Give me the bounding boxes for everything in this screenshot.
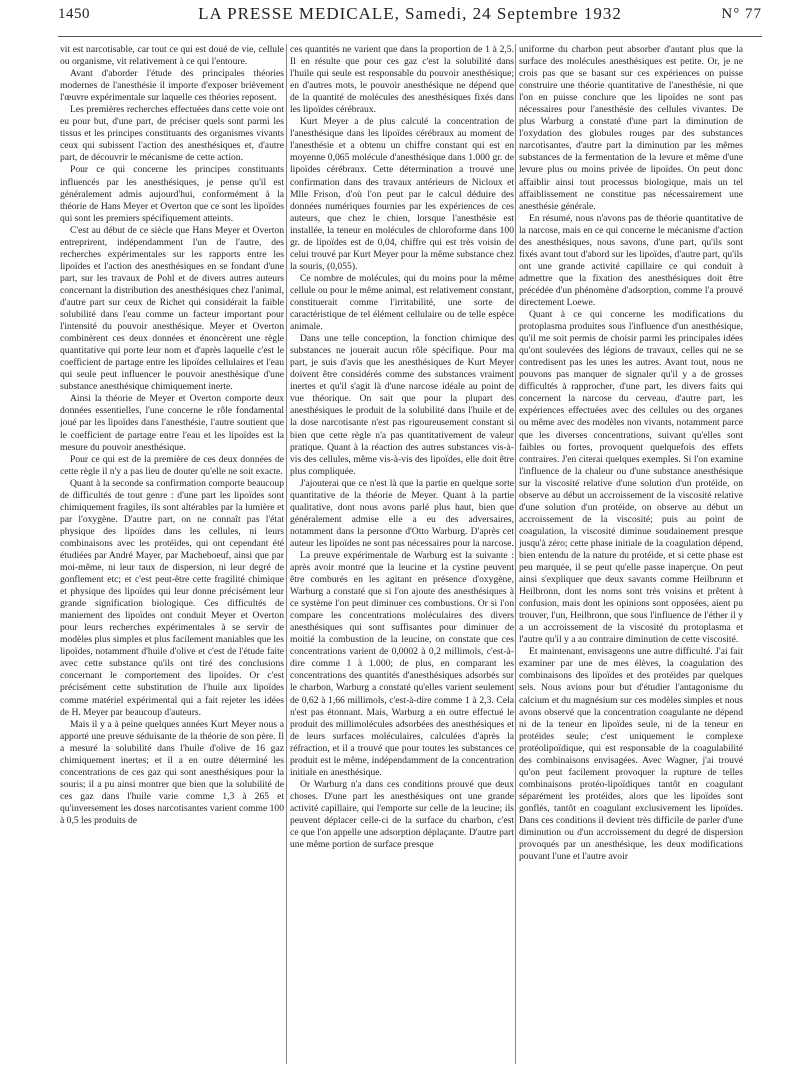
paragraph: Pour ce qui concerne les principes constituants influencés par les anesthésiques, je pense qu'il est généralement admis aujourd'hui, conformément à la théorie de Hans Meyer et Overton que ce sont les lipoïdes qui sont les premiers spécifiquement atteints. [60, 164, 284, 224]
paragraph: Les premières recherches effectuées dans cette voie ont eu pour but, d'une part, de préciser quels sont parmi les tissus et les principes constituants des organismes vivants ceux qui subissent l'action des anesthésiques et, d'autre part, de découvrir le mécanisme de cette action. [60, 104, 284, 164]
paragraph: Avant d'aborder l'étude des principales théories modernes de l'anesthésie il importe d'exposer brièvement l'œuvre expérimentale sur laquelle ces théories reposent. [60, 68, 284, 104]
page-header [58, 2, 762, 37]
paragraph: Quant à la seconde sa confirmation comporte beaucoup de difficultés de tout genre : d'une part les lipoïdes sont chimiquement fragiles, ils sont altérables par la lumière et par l'oxygène. D'autre part, on ne connaît pas l'état physique des lipoïdes dans les cellules, ni leurs combinaisons avec les protéides, qui ont cependant été étudiées par André Mayer, par Macheboeuf, ainsi que par moi-même, ni leur taux de dispersion, ni leur degré de gonflement etc; et c'est peut-être cette fragilité chimique et physique des lipoïdes qui leur donne précisément leur grande signification biologique. Ces difficultés de maniement des lipoïdes ont conduit Meyer et Overton pour leurs recherches expérimentales à se servir de modèles plus simples et plus facilement maniables que les lipoïdes, notamment d'huile d'olive et c'est de l'étude faite avec cette substance qu'ils ont tiré des conclusions concernant le comportement des lipoïdes. Or c'est précisément cette substitution de l'huile aux lipoïdes comme matériel expérimental qui a fait rejeter les idées de H. Meyer par beaucoup d'auteurs. [60, 477, 284, 718]
paragraph: C'est au début de ce siècle que Hans Meyer et Overton entreprirent, indépendamment l'un de l'autre, des recherches expérimentales sur les rapports entre les lipoïdes et l'action des anesthésiques en se fondant d'une part, sur les travaux de Pohl et de divers autres auteurs concernant la distribution des anesthésiques chez l'animal, d'autre part sur ceux de Richet qui considérait la faible solubilité dans l'eau comme un facteur important pour l'intensité du pouvoir anesthésique. Meyer et Overton combinèrent ces deux données et énoncèrent une règle quantitative qui porte leur nom et d'après laquelle c'est le coefficient de partage entre les lipoïdes cellulaires et l'eau qui seule peut influencer le pouvoir anesthésique d'une substance anesthésique chimiquement inerte. [60, 224, 284, 393]
column-rule-2 [515, 44, 516, 1064]
paragraph: Kurt Meyer a de plus calculé la concentration de l'anesthésique dans les lipoïdes cérébraux au moment de l'anesthésie et a obtenu un chiffre constant qui est en moyenne 0,065 molécule d'anesthésique dans 1.000 gr. de lipoïdes cérébraux. Cette détermination a trouvé une confirmation dans des travaux antérieurs de Nicloux et Mlle Frison, d'où l'on peut par le calcul déduire des données numériques fournies par les expériences de ces auteurs, que chez le chien, lorsque l'anesthésie est installée, la teneur en molécules de chloroforme dans 100 gr. de lipoïdes est de 0,04, chiffre qui est très voisin de celui trouvé par Kurt Meyer pour la même substance chez la souris, (0,055). [290, 116, 514, 272]
paragraph: Dans une telle conception, la fonction chimique des substances ne jouerait aucun rôle spécifique. Pour ma part, je suis d'avis que les anesthésiques de Kurt Meyer doivent être considérés comme des substances vraiment inertes et qu'il s'agit là d'une narcose idéale au point de vue théorique. On sait que pour la plupart des anesthésiques le produit de la solubilité dans l'huile et de la dose narcotisante n'est pas rigoureusement constant si bien que cette règle n'a pas quantitativement de valeur pratique. Quant à la réaction des autres substances vis-à-vis des cellules, même vis-à-vis des lipoïdes, elle doit être plus compliquée. [290, 333, 514, 477]
paragraph: La preuve expérimentale de Warburg est la suivante : après avoir montré que la leucine et la cystine peuvent être comburés en les agitant en présence d'oxygène, Warburg a constaté que si l'on ajoute des anesthésiques à ce système l'on peut diminuer ces combustions. Or si l'on compare les concentrations moléculaires des divers anesthésiques qui sont suffisantes pour diminuer de moitié la combustion de la leucine, on constate que ces concentrations varient de 0,0002 à 0,2 millimols, c'est-à-dire comme 1 à 1.000; de plus, en comparant les concentrations des quantités d'anesthésiques adsorbés sur le charbon, Warburg a constaté qu'elles varient seulement de 0,62 à 1,66 millimols, c'est-à-dire comme 1 à 2,3. Cela n'est pas étonnant. Mais, Warburg a en outre effectué le produit des millimolécules adsorbées des anesthésiques et de leurs surfaces moléculaires, calculées d'après la réfraction, et il a trouvé que pour toutes les substances ce produit est le même, indépendamment de la concentration initiale en anesthésique. [290, 549, 514, 778]
paragraph: Pour ce qui est de la première de ces deux données de cette règle il n'y a pas lieu de douter qu'elle ne soit exacte. [60, 453, 284, 477]
text-column-1 [60, 44, 284, 1074]
page-number: 1450 [58, 6, 90, 22]
journal-title: LA PRESSE MEDICALE, Samedi, 24 Septembre 1932 [198, 4, 622, 23]
paragraph: Ce nombre de molécules, qui du moins pour la même cellule ou pour le même animal, est relativement constant, constituerait comme l'irritabilité, une sorte de caractéristique de tel élément cellulaire ou de telle espèce animale. [290, 272, 514, 333]
paragraph: Quant à ce qui concerne les modifications du protoplasma produites sous l'influence d'un anesthésique, qu'il me soit permis de choisir parmi les principales idées qu'ont soulevées des légions de travaux, celles qui ne se contredisent pas les unes les autres. Avant tout, nous ne pouvons pas manquer de signaler qu'il y a de grosses difficultés à rapprocher, d'une part, les divers faits qui concernent la narcose du cerveau, d'autre part, les expériences effectuées avec des cellules ou des organes ou même avec des modèles non vivants, notamment parce que les diverses concentrations, suivant qu'elles sont faibles ou fortes, provoquent quelquefois des effets contraires. J'en citerai quelques exemples. Si l'on examine l'influence de la chaleur ou d'une substance anesthésique sur la viscosité relative d'une solution d'un protéide, on observe au début un accroissement de la viscosité relative d'une solution d'un protéide, on observe au début un accroissement de la viscosité; puis au point de coagulation, la viscosité diminue soudainement presque jusqu'à zéro; cette phase initiale de la coagulation dépend, bien entendu de la nature du protéide, et si cette phase est peu marquée, il se peut qu'elle passe inaperçue. On peut ainsi s'expliquer que deux savants comme Heilbrunn et Heilbronn, dont les noms sont très voisins et prêtent à confusion, mais dont les opinions sont opposées, aient pu trouver, l'un, Heilbronn, que sous l'influence de l'éther il y a un accroissement de la viscosité du protoplasma et l'autre qu'il y a au contraire diminution de cette viscosité. [519, 309, 743, 646]
paragraph: ces quantités ne varient que dans la proportion de 1 à 2,5. Il en résulte que pour ces gaz c'est la solubilité dans l'huile qui seule est responsable du pouvoir anesthésique; en d'autres mots, le pouvoir anesthésique ne dépend que de la quantité de molécules des anesthésiques fixés dans les lipoïdes cérébraux. [290, 44, 514, 116]
paragraph: vit est narcotisable, car tout ce qui est doué de vie, cellule ou organisme, vit relativement à ce qui l'entoure. [60, 44, 284, 68]
paragraph: Mais il y a à peine quelques années Kurt Meyer nous a apporté une preuve séduisante de la théorie de son père. Il a mesuré la solubilité dans l'huile d'olive de 16 gaz chimiquement inertes; et il a en outre déterminé les concentrations de ces gaz qui sont anesthésiques pour la souris; il a pu ainsi montrer que bien que la solubilité de ces gaz dans l'huile varie comme 1,3 à 265 et qu'inversement les doses narcotisantes varient comme 100 à 0,5 les produits de [60, 718, 284, 826]
paragraph: J'ajouterai que ce n'est là que la partie en quelque sorte quantitative de la théorie de Meyer. Quant à la partie qualitative, dont nous avons parlé plus haut, bien que généralement admise elle a eu des adversaires, notamment dans la personne d'Otto Warburg. D'après cet auteur les lipoïdes ne sont pas nécessaires pour la narcose. [290, 477, 514, 549]
issue-number: N° 77 [721, 6, 762, 22]
text-column-3 [519, 44, 743, 1074]
column-rule-1 [286, 44, 287, 1064]
paragraph: Et maintenant, envisageons une autre difficulté. J'ai fait examiner par une de mes élèves, la coagulation des combinaisons des lipoïdes et des protéides par quelques sels. Nous avions pour but d'étudier l'antagonisme du calcium et du magnésium sur ces modèles simples et nous avons observé que la concentration coagulante ne dépend ni de la teneur en lipoïdes seule, ni de la teneur en protéides seule; c'est uniquement le complexe protéolipoïdique, qui est responsable de la coagulabilité des combinaisons envisagées. Avec Wagner, j'ai trouvé qu'on peut facilement provoquer la rupture de telles combinaisons protéo-lipoïdiques tantôt en coagulant séparément les protéides, alors que les lipoïdes sont gonflés, tantôt en coagulant exclusivement les lipoïdes. Dans ces conditions il devient très difficile de parler d'une diminution ou d'un accroissement du degré de dispersion provoqués par un anesthésique, les deux modifications pouvant l'une et l'autre avoir [519, 646, 743, 863]
text-column-2 [290, 44, 514, 1074]
paragraph: uniforme du charbon peut absorber d'autant plus que la surface des molécules anesthésiques est petite. Or, je ne crois pas que se basant sur ces expériences on puisse construire une théorie quantitative de l'anesthésie, ni que l'on en puisse conclure que les lipoïdes ne sont pas nécessaires pour l'anesthésie des cellules vivantes. De plus Warburg a constaté d'une part la diminution de l'oxydation des globules rouges par des substances narcotisantes, d'autre part la diminution par les mêmes substances de la fermentation de la levure et même d'une levure plus ou moins privée de lipoïdes. On peut donc affaiblir ainsi tout processus biologique, mais un tel affaiblissement ne constitue pas nécessairement une anesthésie générale. [519, 44, 743, 212]
paragraph: Or Warburg n'a dans ces conditions prouvé que deux choses. D'une part les anesthésiques ont une grande activité capillaire, qui l'emporte sur celle de la leucine; ils peuvent déplacer celle-ci de la surface du charbon, c'est ce que l'on appelle une adsorption déplaçante. D'autre part une même portion de surface presque [290, 778, 514, 851]
paragraph: En résumé, nous n'avons pas de théorie quantitative de la narcose, mais en ce qui concerne le mécanisme d'action des anesthésiques, nous savons, d'une part, qu'ils sont fixés avant tout d'abord sur les lipoïdes, d'autre part, qu'ils ont une grande activité capillaire ce qui conduit à admettre que la fixation des anesthésiques doit être précédée d'un phénomène d'adsorption, comme l'a prouvé directement Loewe. [519, 212, 743, 308]
paragraph: Ainsi la théorie de Meyer et Overton comporte deux données essentielles, l'une concerne le rôle fondamental joué par les lipoïdes dans l'anesthésie, l'autre soutient que le coefficient de partage entre l'eau et les lipoïdes est la mesure du pouvoir anesthésique. [60, 393, 284, 453]
